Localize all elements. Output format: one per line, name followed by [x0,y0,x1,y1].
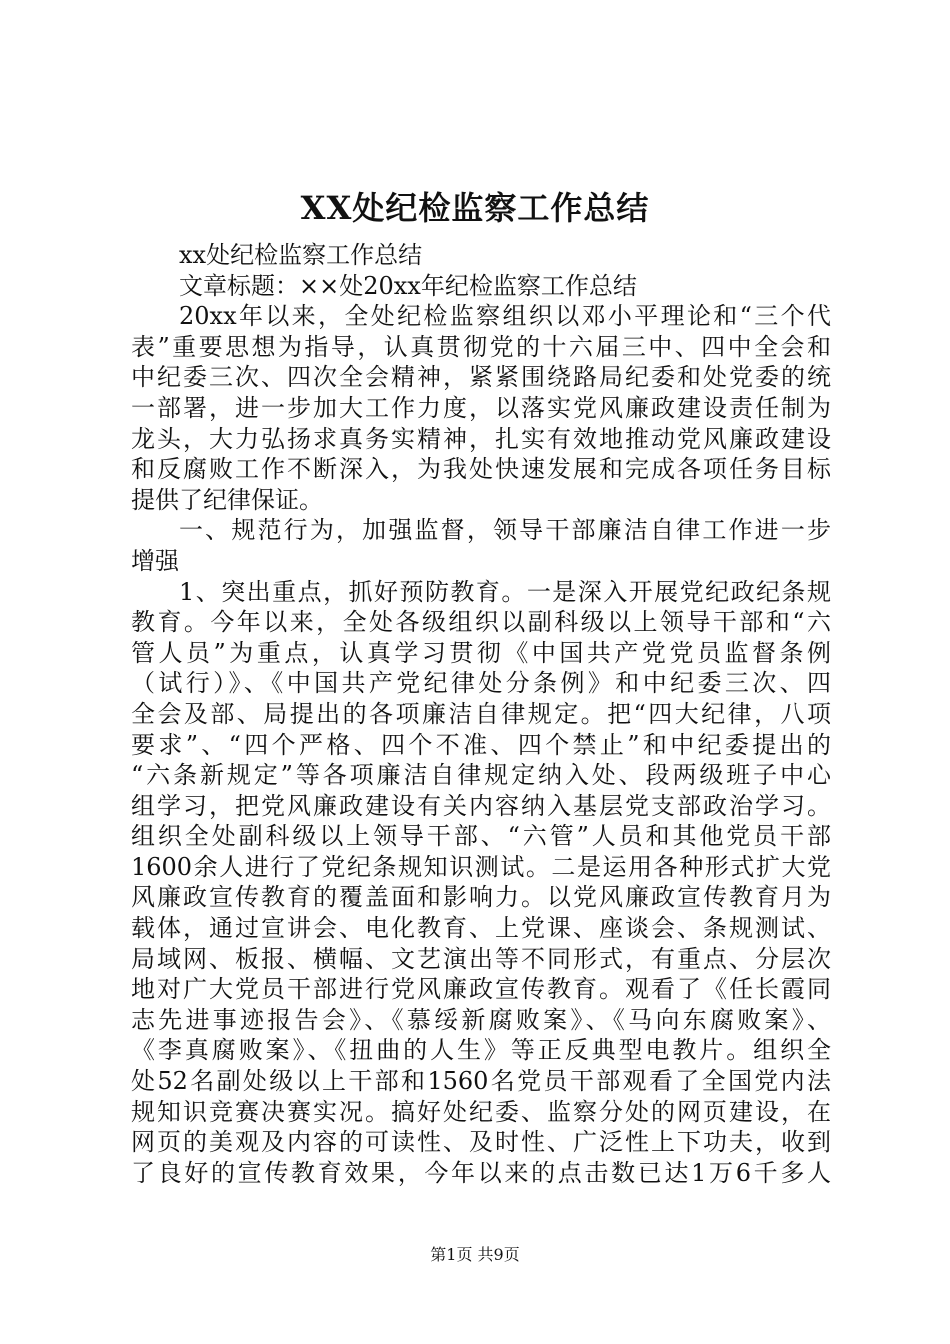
text-line: 表”重要思想为指导，认真贯彻党的十六届三中、四中全会和 [131,332,831,361]
text-line: （试行）》、《中国共产党纪律处分条例》和中纪委三次、四 [131,669,831,698]
text-line: 一部署，进一步加大工作力度，以落实党风廉政建设责任制为 [131,393,831,422]
text-line: 龙头，大力弘扬求真务实精神，扎实有效地推动党风廉政建设 [131,424,831,453]
text-line: 教育。今年以来，全处各级组织以副科级以上领导干部和“六 [131,608,831,637]
text-line: “六条新规定”等各项廉洁自律规定纳入处、段两级班子中心 [131,761,831,790]
document-body [131,240,831,1188]
text-line: 规知识竞赛决赛实况。搞好处纪委、监察分处的网页建设，在 [131,1097,831,1126]
text-line: 中纪委三次、四次全会精神，紧紧围绕路局纪委和处党委的统 [131,363,831,392]
text-line: 地对广大党员干部进行党风廉政宣传教育。观看了《任长霞同 [131,975,831,1004]
text-line: 《李真腐败案》、《扭曲的人生》等正反典型电教片。组织全 [131,1036,831,1065]
text-line: 要求”、“四个严格、四个不准、四个禁止”和中纪委提出的 [131,730,831,759]
text-line: 网页的美观及内容的可读性、及时性、广泛性上下功夫，收到 [131,1128,831,1157]
text-line: 载体，通过宣讲会、电化教育、上党课、座谈会、条规测试、 [131,914,831,943]
document-title: XX处纪检监察工作总结 [300,189,650,227]
text-line: 组织全处副科级以上领导干部、“六管”人员和其他党员干部 [131,822,831,851]
text-line: 组学习，把党风廉政建设有关内容纳入基层党支部政治学习。 [131,791,831,820]
text-line: 20xx年以来，全处纪检监察组织以邓小平理论和“三个代 [179,302,831,331]
text-line: 管人员”为重点，认真学习贯彻《中国共产党党员监督条例 [131,638,831,667]
text-line: 局域网、板报、横幅、文艺演出等不同形式，有重点、分层次 [131,944,831,973]
text-line: 风廉政宣传教育的覆盖面和影响力。以党风廉政宣传教育月为 [131,883,831,912]
text-line: xx处纪检监察工作总结 [179,241,423,269]
text-line: 1600余人进行了党纪条规知识测试。二是运用各种形式扩大党 [131,852,831,881]
text-line: 文章标题：××处20xx年纪检监察工作总结 [179,271,637,300]
text-line: 全会及部、局提出的各项廉洁自律规定。把“四大纪律，八项 [131,699,831,728]
page-footer: 第1页 共9页 [430,1245,520,1264]
text-line: 志先进事迹报告会》、《慕绥新腐败案》、《马向东腐败案》、 [131,1005,831,1034]
text-line: 1、突出重点，抓好预防教育。一是深入开展党纪政纪条规 [179,577,831,606]
text-line: 提供了纪律保证。 [131,485,323,514]
text-line: 了良好的宣传教育效果，今年以来的点击数已达1万6千多人 [131,1158,831,1187]
text-line: 处52名副处级以上干部和1560名党员干部观看了全国党内法 [131,1067,831,1096]
text-line: 一、规范行为，加强监督，领导干部廉洁自律工作进一步 [179,516,831,545]
text-line: 增强 [131,546,179,575]
text-line: 和反腐败工作不断深入，为我处快速发展和完成各项任务目标 [131,455,831,484]
